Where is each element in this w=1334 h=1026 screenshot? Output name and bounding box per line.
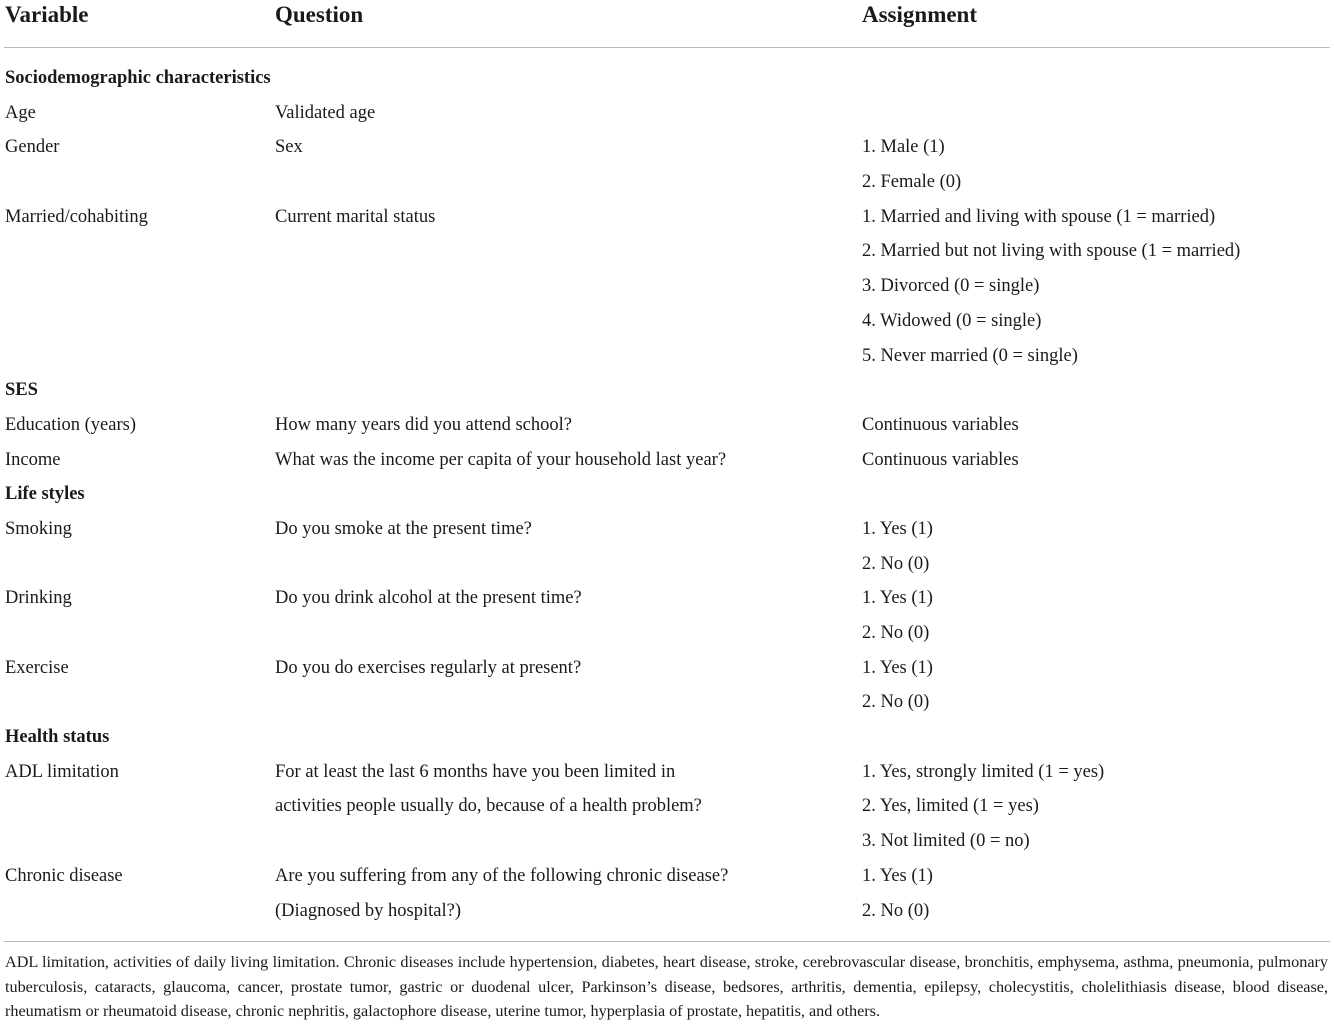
table-row [0,200,1334,235]
table-row [0,616,1334,651]
table-footnote: ADL limitation, activities of daily living limitation. Chronic diseases include hypertension, diabetes, heart disease, stroke, cerebrovascular disease, bronchitis, emphysema, asthma, pneumonia, pulmonary tuberculosis, cataracts, glaucoma, cancer, prostate tumor, gastric or duodenal ulcer, Parkinson’s disease, bedsores, arthritis, dementia, epilepsy, cholecystitis, cholelithiasis disease, blood disease, rheumatism or rheumatoid disease, chronic nephritis, galactophore disease, uterine tumor, hyperplasia of prostate, hepatitis, and others. [5,953,1328,1020]
section-heading: Health status [5,727,110,748]
question-cell: Sex [275,137,303,158]
question-cell: How many years did you attend school? [275,414,572,435]
table-row [0,130,1334,165]
assignment-cell: 1. Married and living with spouse (1 = married) [862,206,1216,227]
assignment-cell: 1. Yes (1) [862,657,933,678]
question-cell: Do you drink alcohol at the present time? [275,588,582,609]
section-heading: Life styles [5,484,85,505]
header-question: Question [275,2,364,27]
table-row [0,165,1334,200]
assignment-cell: 1. Yes (1) [862,865,933,886]
question-cell: Do you smoke at the present time? [275,518,532,539]
section-heading: SES [5,380,38,401]
table-row [0,339,1334,374]
variable-cell: Chronic disease [5,865,123,886]
table-row [0,789,1334,824]
question-cell: (Diagnosed by hospital?) [275,900,461,921]
assignment-cell: 2. Female (0) [862,172,962,193]
table-row [0,894,1334,929]
assignment-cell: 2. No (0) [862,553,930,574]
variable-cell: Education (years) [5,414,136,435]
assignment-cell: Continuous variables [862,414,1019,435]
question-cell: Do you do exercises regularly at present? [275,657,582,678]
table-row [0,859,1334,894]
assignment-cell: 4. Widowed (0 = single) [862,310,1042,331]
table-row [0,651,1334,686]
assignment-cell: 2. Married but not living with spouse (1 = married) [862,241,1241,262]
table-row [0,96,1334,131]
variable-cell: Age [5,102,36,123]
section-heading-row [0,477,1334,512]
assignment-cell: 3. Divorced (0 = single) [862,276,1040,297]
table-body [0,61,1334,928]
header-variable: Variable [5,2,89,27]
assignment-cell: 1. Yes (1) [862,588,933,609]
table-row [0,269,1334,304]
assignment-cell: 3. Not limited (0 = no) [862,831,1030,852]
assignment-cell: 2. Yes, limited (1 = yes) [862,796,1039,817]
table-row [0,685,1334,720]
assignment-cell: 1. Yes, strongly limited (1 = yes) [862,761,1105,782]
table-row [0,824,1334,859]
variable-cell: Exercise [5,657,69,678]
table-row [0,581,1334,616]
question-cell: Validated age [275,102,376,123]
table-row [0,234,1334,269]
assignment-cell: 2. No (0) [862,623,930,643]
assignment-cell: 5. Never married (0 = single) [862,345,1078,366]
assignment-cell: 1. Male (1) [862,137,945,158]
question-cell: activities people usually do, because of a health problem? [275,796,702,817]
variable-cell: Married/cohabiting [5,206,148,227]
question-cell: Are you suffering from any of the following chronic disease? [275,865,729,886]
variable-cell: ADL limitation [5,761,119,782]
table-row [0,547,1334,582]
section-heading: Sociodemographic characteristics [5,68,271,88]
footer-rule [4,941,1330,942]
variable-cell: Income [5,449,61,470]
assignment-cell: Continuous variables [862,449,1019,470]
question-cell: For at least the last 6 months have you been limited in [275,761,676,782]
header-rule [4,47,1330,48]
table-row [0,512,1334,547]
question-cell: What was the income per capita of your household last year? [275,449,727,470]
section-heading-row [0,373,1334,408]
assignment-cell: 2. No (0) [862,900,930,921]
question-cell: Current marital status [275,206,436,227]
table-header-row [0,0,1334,30]
section-heading-row [0,720,1334,755]
header-assignment: Assignment [862,2,978,27]
table-row [0,304,1334,339]
table-row [0,443,1334,478]
variable-cell: Gender [5,137,60,158]
table-row [0,755,1334,790]
assignment-cell: 1. Yes (1) [862,518,933,539]
section-heading-row [0,61,1334,96]
variable-cell: Smoking [5,518,72,539]
table-row [0,408,1334,443]
assignment-cell: 2. No (0) [862,692,930,713]
variable-cell: Drinking [5,588,72,609]
